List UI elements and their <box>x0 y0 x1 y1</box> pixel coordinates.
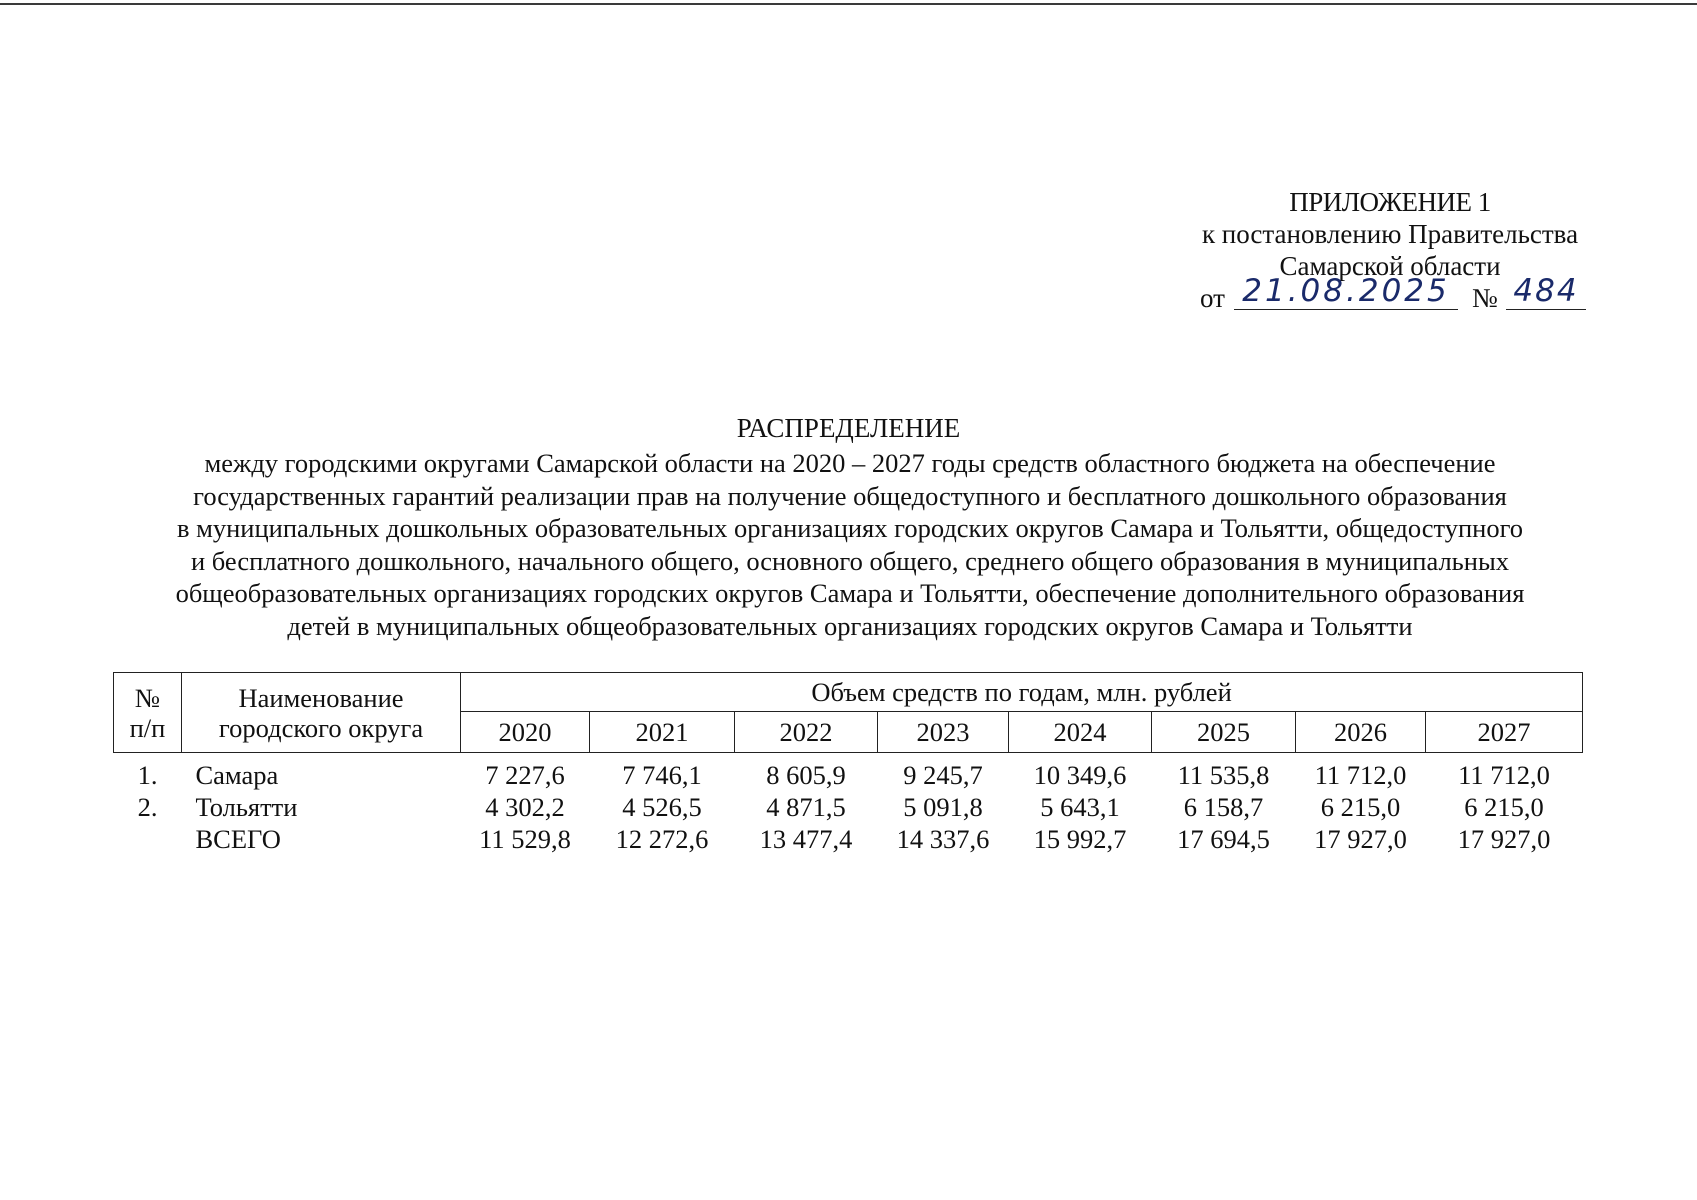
resolution-date-number <box>1200 273 1590 321</box>
year-value: 11 712,0 <box>1458 760 1550 790</box>
header-year: 2024 <box>1009 712 1152 753</box>
top-border-line <box>0 3 1697 5</box>
document-subtitle <box>120 447 1580 642</box>
funding-distribution-table <box>113 672 1583 855</box>
header-year: 2026 <box>1296 712 1426 753</box>
header-year: 2023 <box>878 712 1009 753</box>
total-value: 17 927,0 <box>1314 824 1407 854</box>
total-value: 13 477,4 <box>759 824 853 854</box>
year-value: 8 605,9 <box>766 760 846 790</box>
total-value: 11 529,8 <box>479 824 571 854</box>
year-value: 11 535,8 <box>1177 760 1270 790</box>
appendix-line-resolution: к постановлению Правительства <box>1201 219 1579 249</box>
table-row-total <box>114 823 1583 855</box>
handwritten-date: 21.08.2025 <box>1234 273 1458 310</box>
header-volume: Объем средств по годам, млн. рублей <box>461 673 1583 712</box>
subtitle-line: общеобразовательных организациях городских округов Самара и Тольятти, обеспечение дополнительного образования <box>175 578 1525 608</box>
year-value: 6 215,0 <box>1464 792 1544 822</box>
year-value: 4 302,2 <box>485 792 565 822</box>
year-value: 7 746,1 <box>622 760 702 790</box>
header-year: 2027 <box>1426 712 1583 753</box>
header-district-name: Наименование городского округа <box>182 673 461 753</box>
subtitle-line: и бесплатного дошкольного, начального общего, основного общего, среднего общего образования в муниципальных <box>190 545 1510 576</box>
header-number: № п/п <box>114 673 182 753</box>
table-body <box>114 753 1583 856</box>
year-value: 9 245,7 <box>903 760 983 790</box>
subtitle-line: в муниципальных дошкольных образовательных организациях городских округов Самара и Тольятти, общедоступного <box>176 513 1524 543</box>
table-row <box>114 791 1583 823</box>
number-sign: № <box>1472 283 1498 313</box>
year-value: 5 091,8 <box>903 792 983 822</box>
document-title: РАСПРЕДЕЛЕНИЕ <box>736 413 961 443</box>
year-value: 7 227,6 <box>485 760 565 790</box>
header-year: 2022 <box>735 712 878 753</box>
district-name: Тольятти <box>195 792 298 822</box>
subtitle-line: между городскими округами Самарской области на 2020 – 2027 годы средств областного бюджета на обеспечение <box>204 448 1496 478</box>
table-row <box>114 753 1583 792</box>
date-prefix: от <box>1200 283 1225 313</box>
year-value: 5 643,1 <box>1040 792 1120 822</box>
table-header <box>114 673 1583 753</box>
district-name: Самара <box>195 760 279 790</box>
subtitle-line: детей в муниципальных общеобразовательных организациях городских округов Самара и Тольятти <box>287 610 1413 641</box>
total-value: 17 927,0 <box>1457 824 1551 854</box>
header-year: 2021 <box>590 712 735 753</box>
year-value: 6 215,0 <box>1320 792 1401 822</box>
year-value: 11 712,0 <box>1314 760 1407 790</box>
appendix-title: ПРИЛОЖЕНИЕ 1 <box>1289 187 1491 217</box>
appendix-header <box>1190 186 1590 282</box>
total-value: 12 272,6 <box>615 824 709 854</box>
year-value: 10 349,6 <box>1033 760 1127 790</box>
header-year: 2020 <box>461 712 590 753</box>
total-value: 14 337,6 <box>896 824 990 854</box>
year-value: 6 158,7 <box>1183 792 1264 822</box>
row-number: 2. <box>137 792 158 822</box>
handwritten-number: 484 <box>1506 273 1586 310</box>
row-number <box>114 823 182 855</box>
subtitle-line: государственных гарантий реализации прав на получение общедоступного и бесплатного дошкольного образования <box>193 480 1507 511</box>
row-number: 1. <box>137 760 158 790</box>
appendix-line-region: Самарской области <box>1279 251 1501 281</box>
header-year: 2025 <box>1152 712 1296 753</box>
total-value: 15 992,7 <box>1033 824 1127 854</box>
year-value: 4 871,5 <box>766 792 846 822</box>
total-label: ВСЕГО <box>195 824 281 854</box>
year-value: 4 526,5 <box>622 792 702 822</box>
total-value: 17 694,5 <box>1177 824 1270 854</box>
